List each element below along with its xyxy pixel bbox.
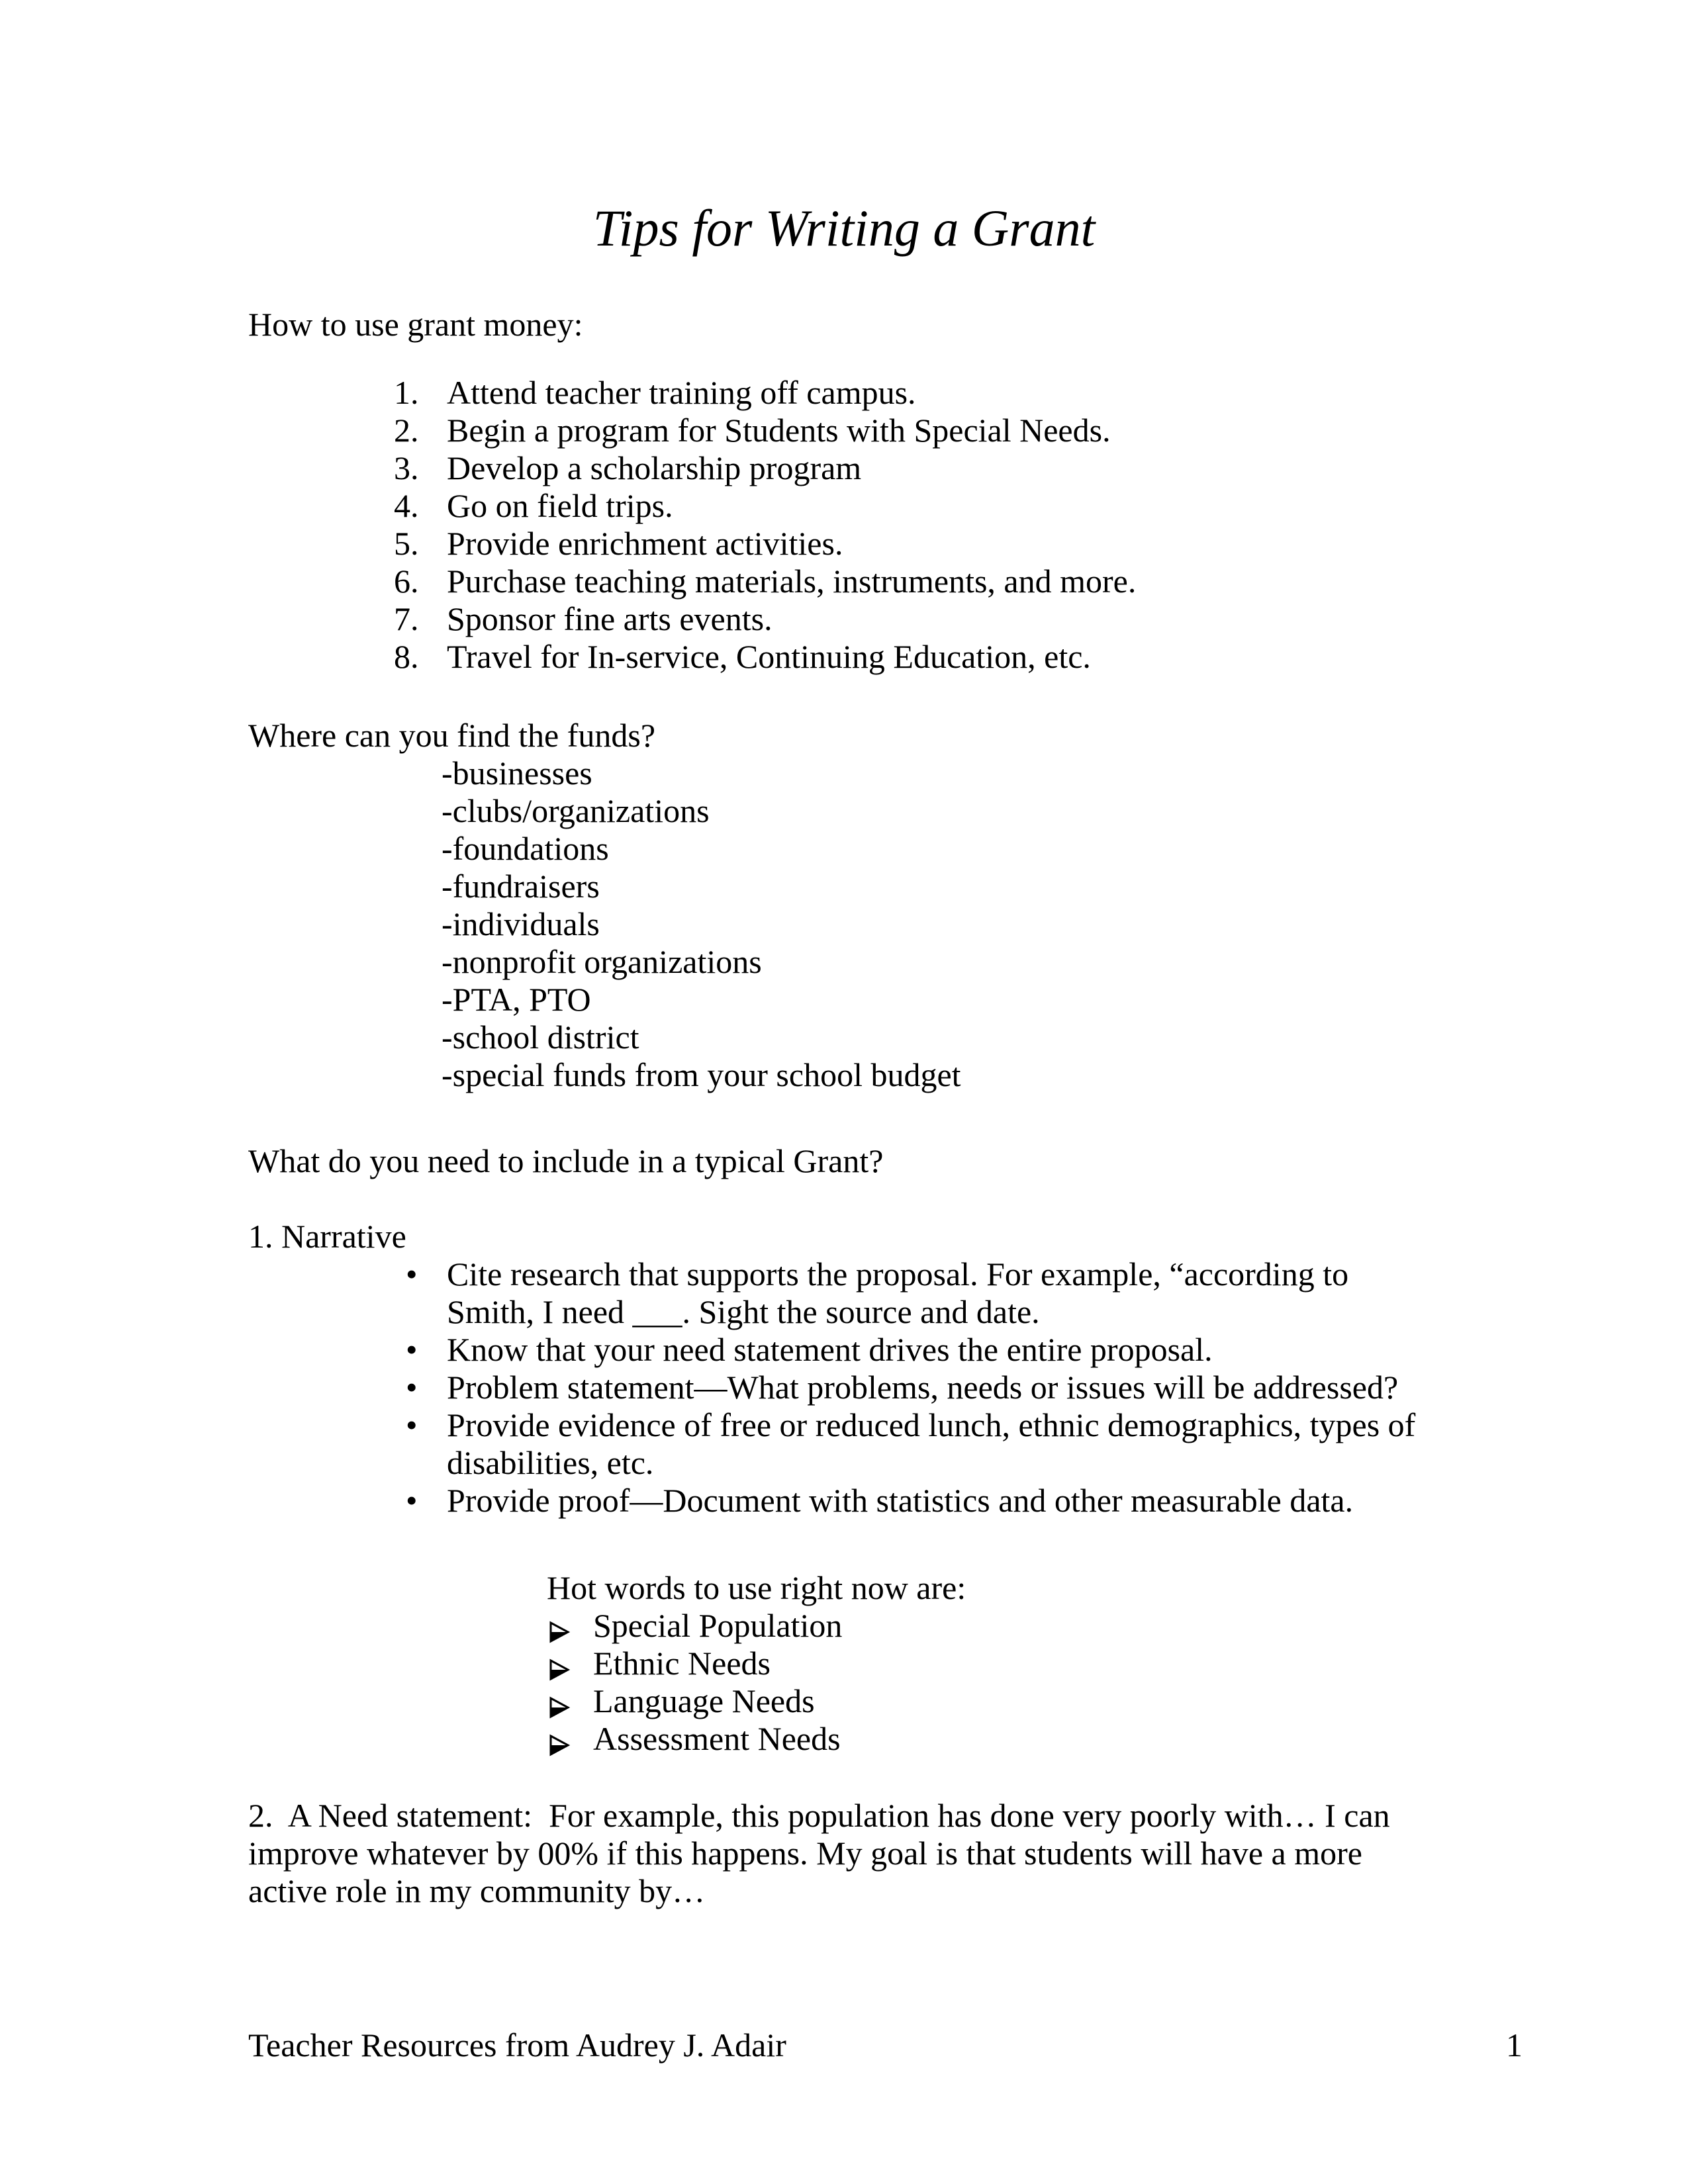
arrow-bullet-icon [547,1690,571,1713]
list-item-text: Develop a scholarship program [447,449,862,486]
list-item [248,1369,1523,1406]
list-item-number: 3. [394,449,419,486]
list-item-number: 5. [394,525,419,562]
paragraph-line: active role in my community by… [248,1872,706,1909]
list-item [248,525,1523,563]
bullet-icon: • [406,1255,418,1293]
list-item-number: 1. [394,374,419,411]
list-item: -school district [442,1019,639,1056]
funding-sources-list [248,754,1523,1094]
list-item-text: Go on field trips. [447,487,673,524]
list-item [248,449,1523,487]
list-item [248,563,1523,600]
list-item-text: Smith, I need ___. Sight the source and date. [447,1293,1040,1330]
list-item [248,1607,1523,1645]
list-item [248,1682,1523,1720]
list-item-text: Special Population [593,1607,843,1644]
grant-uses-list [248,374,1523,676]
list-item [248,1406,1523,1482]
list-item-number: 8. [394,638,419,675]
list-item: -PTA, PTO [442,981,591,1018]
arrow-bullet-icon [547,1652,571,1676]
list-item [248,374,1523,412]
list-item-number: 7. [394,600,419,637]
list-item-text: disabilities, etc. [447,1444,654,1481]
bullet-icon: • [406,1406,418,1443]
list-item [248,412,1523,449]
list-item-number: 6. [394,563,419,600]
narrative-bullet-list [248,1255,1523,1520]
list-item: -clubs/organizations [442,792,710,829]
list-item [248,1255,1523,1331]
list-item-text: Provide proof—Document with statistics and other measurable data. [447,1482,1354,1519]
document-title: Tips for Writing a Grant [592,199,1096,257]
how-to-use-heading: How to use grant money: [248,306,583,343]
document-body [248,306,1523,1910]
list-item: -fundraisers [442,868,600,905]
list-item: -foundations [442,830,609,867]
find-funds-heading: Where can you find the funds? [248,717,656,754]
need-statement-paragraph [248,1797,1523,1910]
arrow-bullet-icon [547,1614,571,1638]
list-item: -special funds from your school budget [442,1056,961,1093]
list-item-text: Sponsor fine arts events. [447,600,773,637]
page-footer [248,2026,1523,2064]
list-item-text: Problem statement—What problems, needs or issues will be addressed? [447,1369,1399,1406]
list-item-text: Provide evidence of free or reduced lunch, ethnic demographics, types of [447,1406,1416,1443]
page-number-text: 1 [1506,2026,1523,2064]
narrative-heading: 1. Narrative [248,1218,406,1255]
paragraph-line: improve whatever by 00% if this happens. My goal is that students will have a more [248,1835,1362,1872]
list-item-number: 2. [394,412,419,449]
list-item-text: Provide enrichment activities. [447,525,843,562]
list-item-text: Purchase teaching materials, instruments, and more. [447,563,1137,600]
hot-words-heading: Hot words to use right now are: [547,1569,966,1606]
bullet-icon: • [406,1369,418,1406]
list-item [248,1482,1523,1520]
list-item [248,1645,1523,1682]
list-item-text: Assessment Needs [593,1720,841,1757]
list-item: -businesses [442,754,592,792]
list-item-text: Begin a program for Students with Special Needs. [447,412,1111,449]
list-item: -individuals [442,905,600,942]
list-item-text: Ethnic Needs [593,1645,771,1682]
list-item [248,1331,1523,1369]
list-item [248,638,1523,676]
list-item [248,1720,1523,1758]
bullet-icon: • [406,1482,418,1519]
list-item-text: Know that your need statement drives the entire proposal. [447,1331,1213,1368]
arrow-bullet-icon [547,1727,571,1751]
list-item-text: Cite research that supports the proposal. For example, “according to [447,1255,1349,1293]
bullet-icon: • [406,1331,418,1368]
hot-words-list [248,1607,1523,1758]
list-item [248,600,1523,638]
list-item-text: Attend teacher training off campus. [447,374,916,411]
list-item-text: Language Needs [593,1682,815,1719]
list-item-number: 4. [394,487,419,524]
list-item [248,487,1523,525]
include-heading: What do you need to include in a typical Grant? [248,1142,884,1179]
paragraph-line: 2. A Need statement: For example, this population has done very poorly with… I can [248,1797,1390,1834]
list-item-text: Travel for In-service, Continuing Education, etc. [447,638,1091,675]
list-item: -nonprofit organizations [442,943,762,980]
footer-text: Teacher Resources from Audrey J. Adair [248,2026,786,2064]
